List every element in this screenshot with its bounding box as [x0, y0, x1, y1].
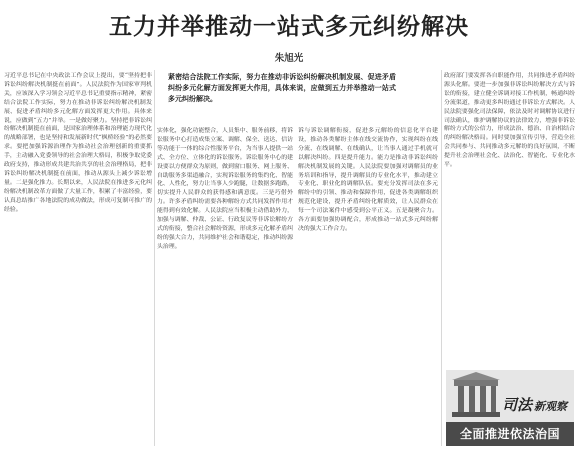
- section-badge: [446, 370, 574, 446]
- badge-label-1: 司法: [502, 396, 533, 414]
- column-divider: [441, 70, 442, 446]
- article-title: 五力并举推动一站式多元纠纷解决: [109, 14, 469, 40]
- article-column-4: 政府部门要发挥各自职能作用，共同推进矛盾纠纷源头化解。要进一步加强非诉讼纠纷解决方式与诉讼的衔接，建立健全诉调对接工作机制，畅通纠纷分流渠道，推动更多纠纷通过非诉讼方式解决。人民法院要强化司法保障，依法及时对调解协议进行司法确认，维护调解协议的法律效力，增强非诉讼解纷方式的公信力，形成法治、德治、自治相结合的纠纷解决格局。同时要加强宣传引导，营造全社会共同参与、共同推动多元解纷的良好氛围，不断提升社会治理社会化、法治化、智能化、专业化水平。: [444, 73, 575, 169]
- article-column-1: 习近平总书记在中央政法工作会议上提出，要“坚持把非诉讼纠纷解决机制挺在前面”。人民法院作为国家审判机关，应该深入学习领会习近平总书记重要指示精神，紧密结合法院工作实际，努力在推动非诉讼纠纷解决机制发展、促进矛盾纠纷多元化解方面发挥更大作用。具体来说，应做到“五力”并举。一是做好聚力。坚持把非诉讼纠纷解决机制挺在前面，是国家治理体系和治理能力现代化的战略部署，也是坚持和发展新时代“枫桥经验”的必然要求。要把加强诉源治理作为推动社会治理创新的重要抓手，主动融入党委领导的社会治理大格局，积极争取党委政府支持，推动形成共建共治共享的社会治理格局，把非诉讼纠纷解决机制挺在前面，推动从源头上减少诉讼增量。二是强化推力。长期以来，人民法院在推进多元化纠纷解决机制改革方面做了大量工作，积累了丰富经验，要认真总结推广各地法院的成功做法，形成可复制可推广的经验。: [4, 73, 152, 213]
- article-column-2: 实体化，强化功能整合，人员集中、服务前移，将诉讼服务中心打造成集立案、调解、保全、送达、信访等功能于一体的综合性服务平台，为当事人提供一站式、全方位、立体化的诉讼服务。诉讼服务中心的建设要以方便群众为原则，做到窗口服务、网上服务、自助服务多渠道融合，实现诉讼服务的集约化、智能化、人性化，努力让当事人少跑腿，让数据多跑路，切实提升人民群众的获得感和满意度。三是巧借外力。许多矛盾纠纷需要各种解纷方式共同发挥作用才能得到有效化解。人民法院应当积极主动借助外力，加强与调解、仲裁、公证、行政复议等非诉讼解纷方式的衔接，整合社会解纷资源，形成多元化解矛盾纠纷的强大合力，共同维护社会和谐稳定，推动纠纷源头治理。: [157, 128, 293, 250]
- badge-subtitle: 全面推进依法治国: [446, 422, 574, 446]
- article-column-3: 诉与诉讼调解衔接，促进多元解纷的信息化平台建设，推动各类解纷主体在线交流协作，实现纠纷在线分流、在线调解、在线确认，让当事人通过手机就可以解决纠纷。四是提升能力。能力是推动非诉讼纠纷解决机制发展的关键。人民法院要加强对调解员的业务培训和指导，提升调解员的专业化水平，推动建立专业化、职业化的调解队伍。要充分发挥司法在多元解纷中的引领、推动和保障作用，促进各类调解组织规范化建设，提升矛盾纠纷化解质效，让人民群众在每一个司法案件中感受到公平正义。五是凝聚合力。各方面要加强协调配合，形成推动一站式多元纠纷解决的强大工作合力。: [298, 128, 438, 232]
- article-author: 朱旭光: [274, 53, 304, 64]
- badge-label-2: 新观察: [534, 400, 568, 413]
- badge-heading: [502, 394, 572, 418]
- column-divider: [154, 70, 155, 446]
- article-lead: 紧密结合法院工作实际，努力在推动非诉讼纠纷解决机制发展、促进矛盾纠纷多元化解方面发挥更大作用，具体来说，应做到五力并举推动一站式多元纠纷解决。: [168, 72, 396, 103]
